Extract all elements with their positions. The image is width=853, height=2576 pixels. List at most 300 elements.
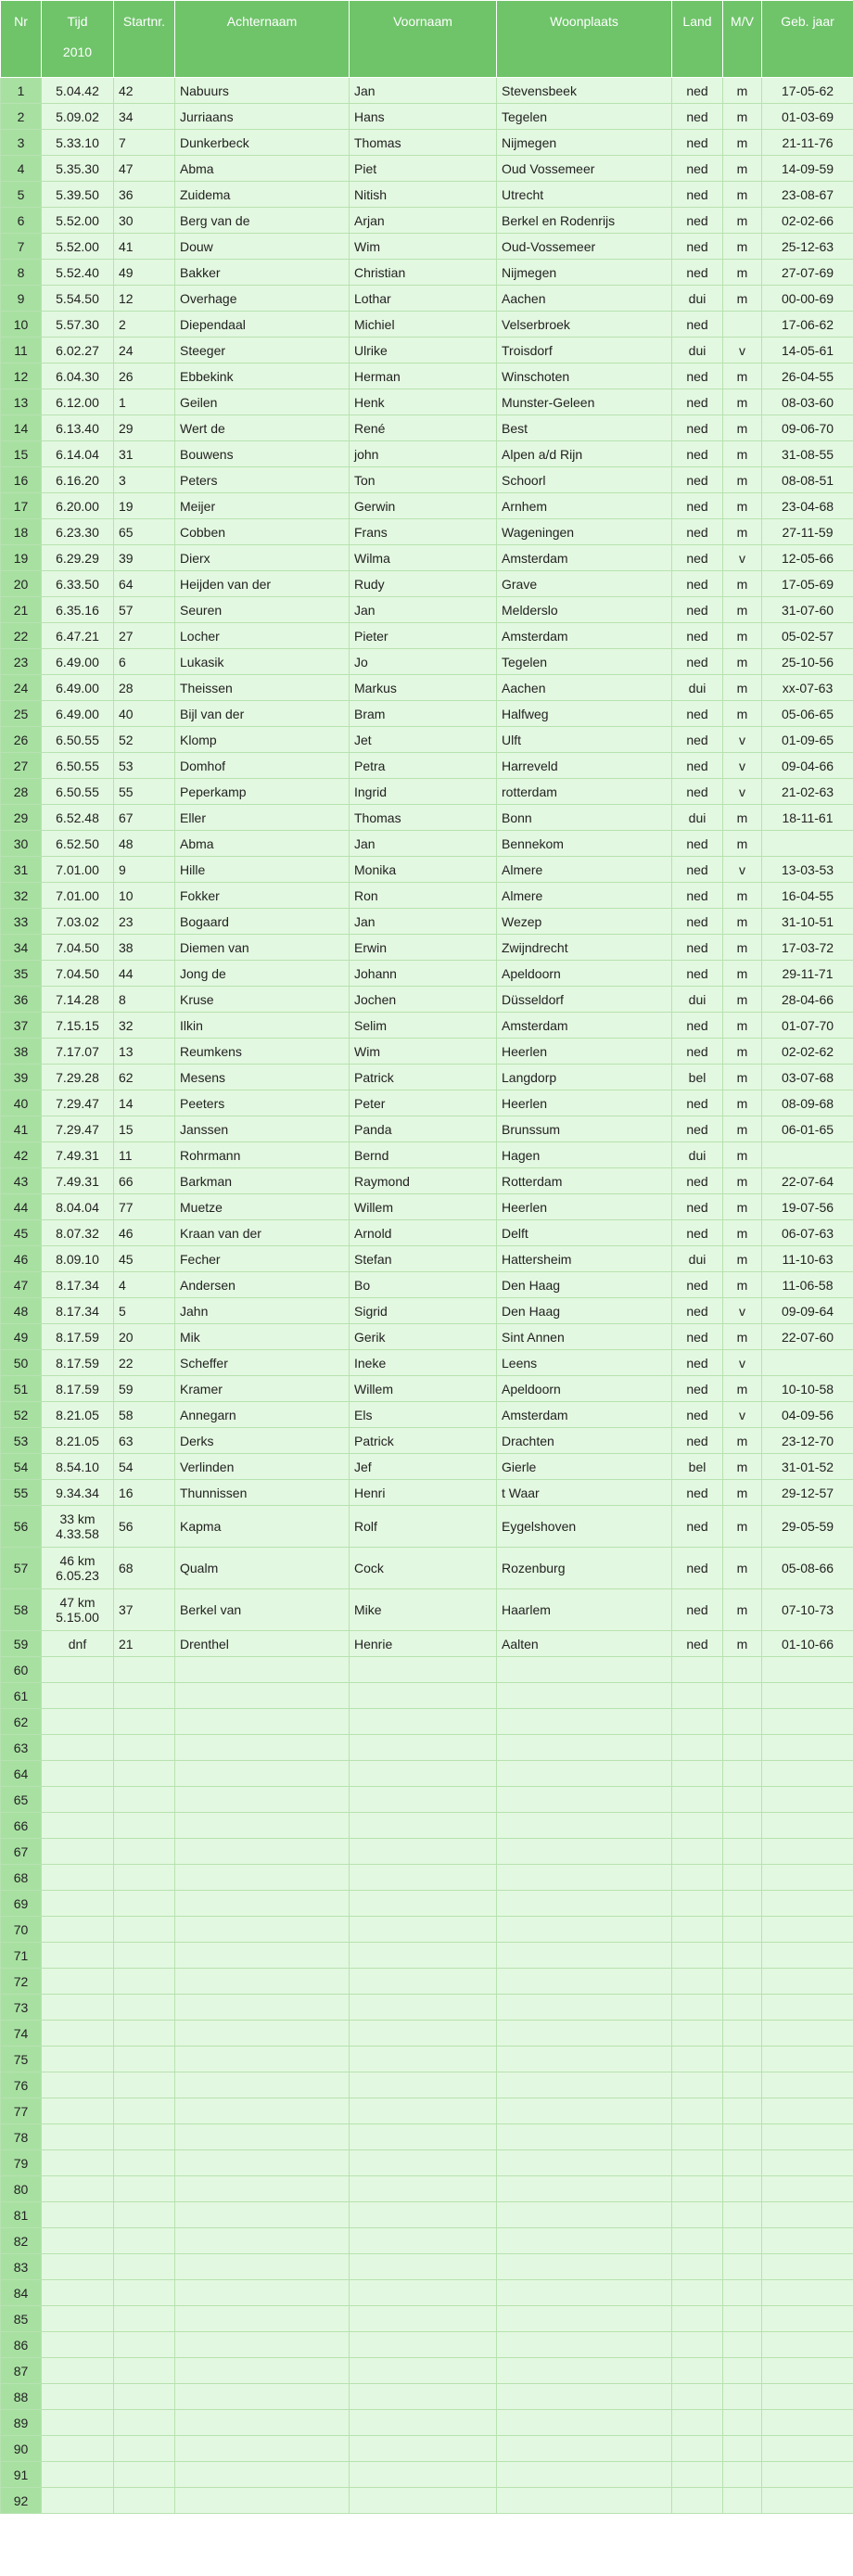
cell-nr: 63: [1, 1735, 42, 1761]
cell-geb-jaar: 11-10-63: [762, 1246, 853, 1272]
cell-land: [672, 2098, 723, 2124]
cell-land: ned: [672, 909, 723, 935]
cell-startnr: [114, 1709, 175, 1735]
cell-tijd: 8.21.05: [42, 1402, 114, 1428]
cell-voornaam: [350, 2462, 497, 2488]
cell-achternaam: Reumkens: [175, 1039, 350, 1065]
cell-woonplaats: Alpen a/d Rijn: [497, 441, 672, 467]
cell-voornaam: [350, 2488, 497, 2514]
table-row: [1, 1065, 853, 1090]
cell-mv: v: [723, 545, 762, 571]
cell-geb-jaar: 19-07-56: [762, 1194, 853, 1220]
cell-geb-jaar: 06-01-65: [762, 1116, 853, 1142]
cell-voornaam: Patrick: [350, 1065, 497, 1090]
cell-mv: [723, 2176, 762, 2202]
cell-land: bel: [672, 1065, 723, 1090]
table-header: [1, 1, 853, 78]
cell-tijd: 5.09.02: [42, 104, 114, 130]
cell-woonplaats: [497, 2410, 672, 2436]
cell-nr: 14: [1, 415, 42, 441]
table-row: [1, 1454, 853, 1480]
cell-woonplaats: [497, 2384, 672, 2410]
cell-land: ned: [672, 156, 723, 182]
cell-achternaam: Zuidema: [175, 182, 350, 208]
table-row-empty: [1, 1995, 853, 2021]
cell-woonplaats: Langdorp: [497, 1065, 672, 1090]
table-row: [1, 338, 853, 363]
cell-geb-jaar: [762, 1657, 853, 1683]
cell-mv: v: [723, 338, 762, 363]
cell-land: [672, 1657, 723, 1683]
cell-land: ned: [672, 389, 723, 415]
cell-tijd: 7.01.00: [42, 883, 114, 909]
table-row-empty: [1, 2410, 853, 2436]
cell-voornaam: Ineke: [350, 1350, 497, 1376]
cell-tijd: [42, 2384, 114, 2410]
cell-tijd: 7.29.47: [42, 1090, 114, 1116]
cell-achternaam: Peters: [175, 467, 350, 493]
cell-tijd: 5.54.50: [42, 286, 114, 312]
cell-voornaam: [350, 1969, 497, 1995]
cell-achternaam: Hille: [175, 857, 350, 883]
cell-achternaam: [175, 2021, 350, 2047]
cell-tijd: [42, 2306, 114, 2332]
cell-mv: [723, 1891, 762, 1917]
table-row: [1, 1402, 853, 1428]
cell-mv: m: [723, 961, 762, 987]
cell-achternaam: [175, 2488, 350, 2514]
cell-achternaam: [175, 1917, 350, 1943]
cell-tijd: [42, 2202, 114, 2228]
cell-woonplaats: Aachen: [497, 286, 672, 312]
table-row: [1, 597, 853, 623]
cell-tijd: 6.16.20: [42, 467, 114, 493]
cell-land: dui: [672, 987, 723, 1013]
cell-land: [672, 2072, 723, 2098]
cell-voornaam: Thomas: [350, 805, 497, 831]
cell-tijd: [42, 2488, 114, 2514]
cell-tijd: 7.49.31: [42, 1142, 114, 1168]
cell-voornaam: [350, 2176, 497, 2202]
cell-woonplaats: [497, 1683, 672, 1709]
cell-startnr: 41: [114, 234, 175, 260]
cell-land: dui: [672, 338, 723, 363]
header-land: Land: [672, 1, 723, 78]
cell-voornaam: Ingrid: [350, 779, 497, 805]
cell-nr: 37: [1, 1013, 42, 1039]
cell-startnr: [114, 2150, 175, 2176]
cell-woonplaats: [497, 1969, 672, 1995]
cell-startnr: 42: [114, 78, 175, 104]
cell-achternaam: [175, 1865, 350, 1891]
cell-geb-jaar: 13-03-53: [762, 857, 853, 883]
cell-nr: 12: [1, 363, 42, 389]
cell-land: [672, 1839, 723, 1865]
cell-mv: m: [723, 701, 762, 727]
cell-land: ned: [672, 1090, 723, 1116]
cell-voornaam: Lothar: [350, 286, 497, 312]
cell-land: [672, 1995, 723, 2021]
cell-voornaam: Jef: [350, 1454, 497, 1480]
cell-mv: [723, 2436, 762, 2462]
cell-mv: m: [723, 104, 762, 130]
cell-nr: 71: [1, 1943, 42, 1969]
cell-voornaam: [350, 2358, 497, 2384]
table-row: [1, 1013, 853, 1039]
cell-geb-jaar: 11-06-58: [762, 1272, 853, 1298]
cell-tijd: 5.04.42: [42, 78, 114, 104]
cell-tijd: 5.52.00: [42, 208, 114, 234]
cell-woonplaats: Sint Annen: [497, 1324, 672, 1350]
cell-tijd: 6.49.00: [42, 675, 114, 701]
cell-land: [672, 1917, 723, 1943]
cell-nr: 28: [1, 779, 42, 805]
cell-land: ned: [672, 1480, 723, 1506]
cell-mv: m: [723, 1324, 762, 1350]
cell-achternaam: Kruse: [175, 987, 350, 1013]
cell-woonplaats: Hagen: [497, 1142, 672, 1168]
cell-achternaam: Diependaal: [175, 312, 350, 338]
cell-mv: v: [723, 1350, 762, 1376]
cell-nr: 86: [1, 2332, 42, 2358]
cell-woonplaats: Den Haag: [497, 1272, 672, 1298]
cell-woonplaats: Amsterdam: [497, 1402, 672, 1428]
table-row-empty: [1, 2124, 853, 2150]
cell-geb-jaar: 08-09-68: [762, 1090, 853, 1116]
cell-geb-jaar: [762, 2098, 853, 2124]
cell-startnr: 16: [114, 1480, 175, 1506]
cell-startnr: 24: [114, 338, 175, 363]
table-row-empty: [1, 2306, 853, 2332]
cell-mv: m: [723, 649, 762, 675]
cell-mv: [723, 2358, 762, 2384]
cell-achternaam: [175, 2358, 350, 2384]
cell-woonplaats: Haarlem: [497, 1589, 672, 1631]
cell-tijd: [42, 1787, 114, 1813]
cell-tijd: 6.13.40: [42, 415, 114, 441]
cell-tijd: 7.15.15: [42, 1013, 114, 1039]
cell-land: ned: [672, 1589, 723, 1631]
cell-nr: 83: [1, 2254, 42, 2280]
cell-land: ned: [672, 493, 723, 519]
cell-startnr: 9: [114, 857, 175, 883]
table-row-empty: [1, 2332, 853, 2358]
cell-nr: 16: [1, 467, 42, 493]
cell-mv: v: [723, 857, 762, 883]
cell-achternaam: Muetze: [175, 1194, 350, 1220]
cell-land: [672, 1761, 723, 1787]
cell-tijd: 8.17.34: [42, 1298, 114, 1324]
cell-voornaam: Jet: [350, 727, 497, 753]
cell-tijd: 6.52.50: [42, 831, 114, 857]
cell-mv: [723, 2384, 762, 2410]
cell-voornaam: Henri: [350, 1480, 497, 1506]
cell-startnr: 1: [114, 389, 175, 415]
cell-startnr: 20: [114, 1324, 175, 1350]
cell-startnr: [114, 2384, 175, 2410]
cell-achternaam: Domhof: [175, 753, 350, 779]
cell-tijd: 5.52.40: [42, 260, 114, 286]
table-row: [1, 753, 853, 779]
cell-nr: 64: [1, 1761, 42, 1787]
cell-tijd: 6.12.00: [42, 389, 114, 415]
cell-achternaam: [175, 2202, 350, 2228]
cell-achternaam: Douw: [175, 234, 350, 260]
cell-land: ned: [672, 1220, 723, 1246]
cell-achternaam: Jong de: [175, 961, 350, 987]
table-row: [1, 1168, 853, 1194]
cell-mv: [723, 2098, 762, 2124]
cell-land: ned: [672, 1039, 723, 1065]
cell-geb-jaar: 09-04-66: [762, 753, 853, 779]
cell-achternaam: Bijl van der: [175, 701, 350, 727]
cell-voornaam: Ron: [350, 883, 497, 909]
header-tijd-line1: Tijd: [67, 14, 88, 29]
cell-tijd: 7.04.50: [42, 935, 114, 961]
cell-startnr: 11: [114, 1142, 175, 1168]
cell-startnr: 28: [114, 675, 175, 701]
cell-woonplaats: Aachen: [497, 675, 672, 701]
cell-achternaam: Berkel van: [175, 1589, 350, 1631]
table-row: [1, 182, 853, 208]
cell-land: ned: [672, 312, 723, 338]
table-row: [1, 1246, 853, 1272]
table-row: [1, 1350, 853, 1376]
cell-woonplaats: Utrecht: [497, 182, 672, 208]
cell-woonplaats: Oud-Vossemeer: [497, 234, 672, 260]
cell-woonplaats: Eygelshoven: [497, 1506, 672, 1548]
cell-voornaam: Els: [350, 1402, 497, 1428]
cell-nr: 18: [1, 519, 42, 545]
cell-voornaam: Michiel: [350, 312, 497, 338]
cell-startnr: 54: [114, 1454, 175, 1480]
cell-startnr: 56: [114, 1506, 175, 1548]
cell-tijd: 6.04.30: [42, 363, 114, 389]
cell-startnr: [114, 2332, 175, 2358]
cell-startnr: 13: [114, 1039, 175, 1065]
cell-geb-jaar: [762, 2072, 853, 2098]
cell-geb-jaar: 28-04-66: [762, 987, 853, 1013]
cell-woonplaats: Hattersheim: [497, 1246, 672, 1272]
table-row-empty: [1, 2150, 853, 2176]
table-row-empty: [1, 2021, 853, 2047]
cell-woonplaats: Drachten: [497, 1428, 672, 1454]
cell-mv: [723, 1657, 762, 1683]
table-row: [1, 156, 853, 182]
cell-land: ned: [672, 441, 723, 467]
cell-voornaam: Petra: [350, 753, 497, 779]
cell-achternaam: [175, 1969, 350, 1995]
cell-achternaam: Kraan van der: [175, 1220, 350, 1246]
cell-land: ned: [672, 1194, 723, 1220]
cell-nr: 21: [1, 597, 42, 623]
cell-nr: 19: [1, 545, 42, 571]
cell-nr: 23: [1, 649, 42, 675]
cell-achternaam: [175, 1839, 350, 1865]
cell-voornaam: Rolf: [350, 1506, 497, 1548]
cell-achternaam: [175, 2306, 350, 2332]
cell-startnr: 57: [114, 597, 175, 623]
cell-achternaam: Annegarn: [175, 1402, 350, 1428]
table-row: [1, 519, 853, 545]
cell-voornaam: [350, 1761, 497, 1787]
cell-land: ned: [672, 1631, 723, 1657]
table-row: [1, 857, 853, 883]
cell-mv: v: [723, 727, 762, 753]
cell-startnr: [114, 2436, 175, 2462]
cell-nr: 30: [1, 831, 42, 857]
cell-startnr: 62: [114, 1065, 175, 1090]
cell-achternaam: Peeters: [175, 1090, 350, 1116]
cell-voornaam: Arnold: [350, 1220, 497, 1246]
cell-geb-jaar: 05-02-57: [762, 623, 853, 649]
cell-voornaam: Frans: [350, 519, 497, 545]
cell-voornaam: Jo: [350, 649, 497, 675]
cell-startnr: [114, 1735, 175, 1761]
cell-tijd: [42, 1995, 114, 2021]
cell-tijd: [42, 1917, 114, 1943]
cell-land: ned: [672, 1350, 723, 1376]
cell-land: [672, 1735, 723, 1761]
cell-achternaam: Ebbekink: [175, 363, 350, 389]
table-row: [1, 987, 853, 1013]
cell-woonplaats: Bennekom: [497, 831, 672, 857]
cell-voornaam: [350, 1657, 497, 1683]
cell-geb-jaar: 00-00-69: [762, 286, 853, 312]
cell-geb-jaar: 02-02-66: [762, 208, 853, 234]
cell-geb-jaar: xx-07-63: [762, 675, 853, 701]
cell-nr: 39: [1, 1065, 42, 1090]
cell-geb-jaar: [762, 1813, 853, 1839]
cell-woonplaats: Rozenburg: [497, 1548, 672, 1589]
cell-tijd: [42, 2150, 114, 2176]
cell-tijd: [42, 1865, 114, 1891]
cell-achternaam: Nabuurs: [175, 78, 350, 104]
cell-mv: [723, 2228, 762, 2254]
cell-mv: [723, 1865, 762, 1891]
cell-land: ned: [672, 1013, 723, 1039]
cell-voornaam: Herman: [350, 363, 497, 389]
cell-startnr: 34: [114, 104, 175, 130]
cell-achternaam: Bouwens: [175, 441, 350, 467]
cell-woonplaats: [497, 2124, 672, 2150]
cell-voornaam: Ulrike: [350, 338, 497, 363]
cell-tijd: 6.02.27: [42, 338, 114, 363]
cell-woonplaats: Munster-Geleen: [497, 389, 672, 415]
cell-land: ned: [672, 649, 723, 675]
cell-land: ned: [672, 467, 723, 493]
cell-voornaam: Henrie: [350, 1631, 497, 1657]
cell-achternaam: Thunnissen: [175, 1480, 350, 1506]
cell-woonplaats: [497, 2462, 672, 2488]
cell-tijd: [42, 2098, 114, 2124]
cell-startnr: 45: [114, 1246, 175, 1272]
cell-voornaam: [350, 1943, 497, 1969]
cell-geb-jaar: [762, 2047, 853, 2072]
cell-voornaam: [350, 1995, 497, 2021]
cell-achternaam: [175, 2436, 350, 2462]
table-row-empty: [1, 1943, 853, 1969]
cell-woonplaats: [497, 1709, 672, 1735]
cell-land: ned: [672, 701, 723, 727]
cell-startnr: 31: [114, 441, 175, 467]
cell-startnr: 49: [114, 260, 175, 286]
cell-tijd: 6.35.16: [42, 597, 114, 623]
cell-tijd: 7.04.50: [42, 961, 114, 987]
cell-voornaam: Wilma: [350, 545, 497, 571]
cell-startnr: 64: [114, 571, 175, 597]
cell-geb-jaar: [762, 1943, 853, 1969]
cell-startnr: [114, 1891, 175, 1917]
table-row: [1, 1039, 853, 1065]
cell-woonplaats: [497, 2358, 672, 2384]
cell-achternaam: [175, 2098, 350, 2124]
cell-achternaam: Rohrmann: [175, 1142, 350, 1168]
cell-geb-jaar: [762, 2150, 853, 2176]
cell-voornaam: [350, 2280, 497, 2306]
cell-nr: 47: [1, 1272, 42, 1298]
cell-land: dui: [672, 1142, 723, 1168]
cell-land: dui: [672, 805, 723, 831]
table-row: [1, 78, 853, 104]
cell-nr: 25: [1, 701, 42, 727]
cell-achternaam: [175, 1735, 350, 1761]
cell-nr: 5: [1, 182, 42, 208]
cell-nr: 4: [1, 156, 42, 182]
cell-land: ned: [672, 519, 723, 545]
table-row: [1, 545, 853, 571]
cell-achternaam: Derks: [175, 1428, 350, 1454]
cell-tijd: 6.23.30: [42, 519, 114, 545]
cell-voornaam: Jan: [350, 597, 497, 623]
cell-startnr: 37: [114, 1589, 175, 1631]
cell-mv: [723, 2280, 762, 2306]
cell-voornaam: [350, 1839, 497, 1865]
cell-nr: 35: [1, 961, 42, 987]
cell-land: dui: [672, 1246, 723, 1272]
cell-achternaam: Jahn: [175, 1298, 350, 1324]
cell-nr: 44: [1, 1194, 42, 1220]
cell-woonplaats: Arnhem: [497, 493, 672, 519]
cell-geb-jaar: [762, 1917, 853, 1943]
cell-geb-jaar: 02-02-62: [762, 1039, 853, 1065]
cell-geb-jaar: 25-12-63: [762, 234, 853, 260]
table-row: [1, 208, 853, 234]
cell-land: [672, 2254, 723, 2280]
table-row-empty: [1, 2254, 853, 2280]
cell-geb-jaar: [762, 2384, 853, 2410]
table-row: [1, 1589, 853, 1631]
cell-nr: 46: [1, 1246, 42, 1272]
cell-land: ned: [672, 623, 723, 649]
cell-achternaam: Peperkamp: [175, 779, 350, 805]
table-row: [1, 935, 853, 961]
cell-geb-jaar: 06-07-63: [762, 1220, 853, 1246]
cell-woonplaats: [497, 2098, 672, 2124]
cell-woonplaats: Troisdorf: [497, 338, 672, 363]
cell-voornaam: john: [350, 441, 497, 467]
cell-geb-jaar: 27-07-69: [762, 260, 853, 286]
cell-woonplaats: Tegelen: [497, 104, 672, 130]
cell-mv: m: [723, 78, 762, 104]
cell-woonplaats: Oud Vossemeer: [497, 156, 672, 182]
cell-startnr: 12: [114, 286, 175, 312]
cell-land: ned: [672, 753, 723, 779]
cell-voornaam: [350, 1865, 497, 1891]
cell-startnr: [114, 1917, 175, 1943]
table-row: [1, 260, 853, 286]
cell-achternaam: [175, 1787, 350, 1813]
